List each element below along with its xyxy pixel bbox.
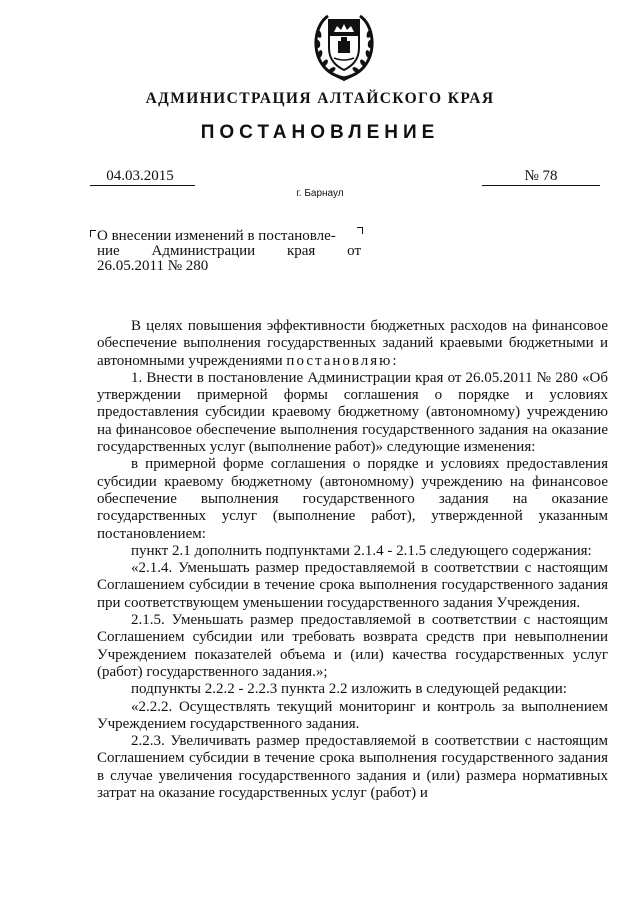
decree-word: постановляю [286,352,393,369]
city-name: г. Барнаул [296,188,344,199]
preamble-text: В целях повышения эффективности бюджетных расходов на финансовое обеспечение выполнения государственных заданий краевыми бюджетными и автономными учреждениями [97,318,608,369]
paragraph: подпункты 2.2.2 - 2.2.3 пункта 2.2 изложить в следующей редакции: [131,681,567,698]
paragraph: 1. Внести в постановление Администрации края от 26.05.2011 № 280 «Об утверждении примерной формы соглашения о порядке и условиях предоставления субсидии краевому бюджетному (автономному) учреждению на финансовое обеспечение выполнения государственного задания на оказание государственных услуг (выполнение работ)» следующие изменения: [97,369,608,456]
paragraph: «2.1.4. Уменьшать размер предоставляемой в соответствии с настоящим Соглашением субсидии в течение срока выполнения государственного задания при соответствующем уменьшении государственного задания Учреждения. [97,560,608,611]
subject-line: ние Администрации края от [97,243,361,259]
paragraph: 2.2.3. Увеличивать размер предоставляемой в соответствии с настоящим Соглашением субсидии в течение срока выполнения государственного задания в случае увеличения государственного задания и (или) размера нормативных затрат на оказание государственных услуг (работ) и [97,733,608,802]
paragraph: «2.2.2. Осуществлять текущий мониторинг и контроль за выполнением Учреждением государственного задания. [97,698,608,732]
preamble-paragraph: В целях повышения эффективности бюджетных расходов на финансовое обеспечение выполнения государственных заданий краевыми бюджетными и автономными учреждениями постановляю: [97,318,608,369]
subject-corner-left [90,230,96,237]
document-number: № 78 [524,168,558,184]
date-underline [90,185,195,186]
document-body [97,318,608,802]
subject-line: О внесении изменений в постановле- [97,228,336,244]
document-type: ПОСТАНОВЛЕНИЕ [200,122,440,143]
organization-name: АДМИНИСТРАЦИЯ АЛТАЙСКОГО КРАЯ [145,90,495,107]
document-date: 04.03.2015 [106,168,174,184]
subject-line: 26.05.2011 № 280 [97,258,209,274]
paragraph: в примерной форме соглашения о порядке и условиях предоставления субсидии краевому бюджетному (автономному) учреждению на финансовое обеспечение выполнения государственного задания на оказание государственных услуг (выполнение работ), утвержденной указанным постановлением: [97,456,608,542]
paragraph: пункт 2.1 дополнить подпунктами 2.1.4 - 2.1.5 следующего содержания: [131,542,592,559]
paragraph: 2.1.5. Уменьшать размер предоставляемой в соответствии с настоящим Соглашением субсидии или требовать возврата средств при невыполнении Учреждением показателей объема и (или) качества государственных услуг (работ) государственного задания.»; [97,612,608,680]
document-subject [97,229,361,274]
coat-of-arms-icon [312,10,376,82]
number-underline [482,185,600,186]
